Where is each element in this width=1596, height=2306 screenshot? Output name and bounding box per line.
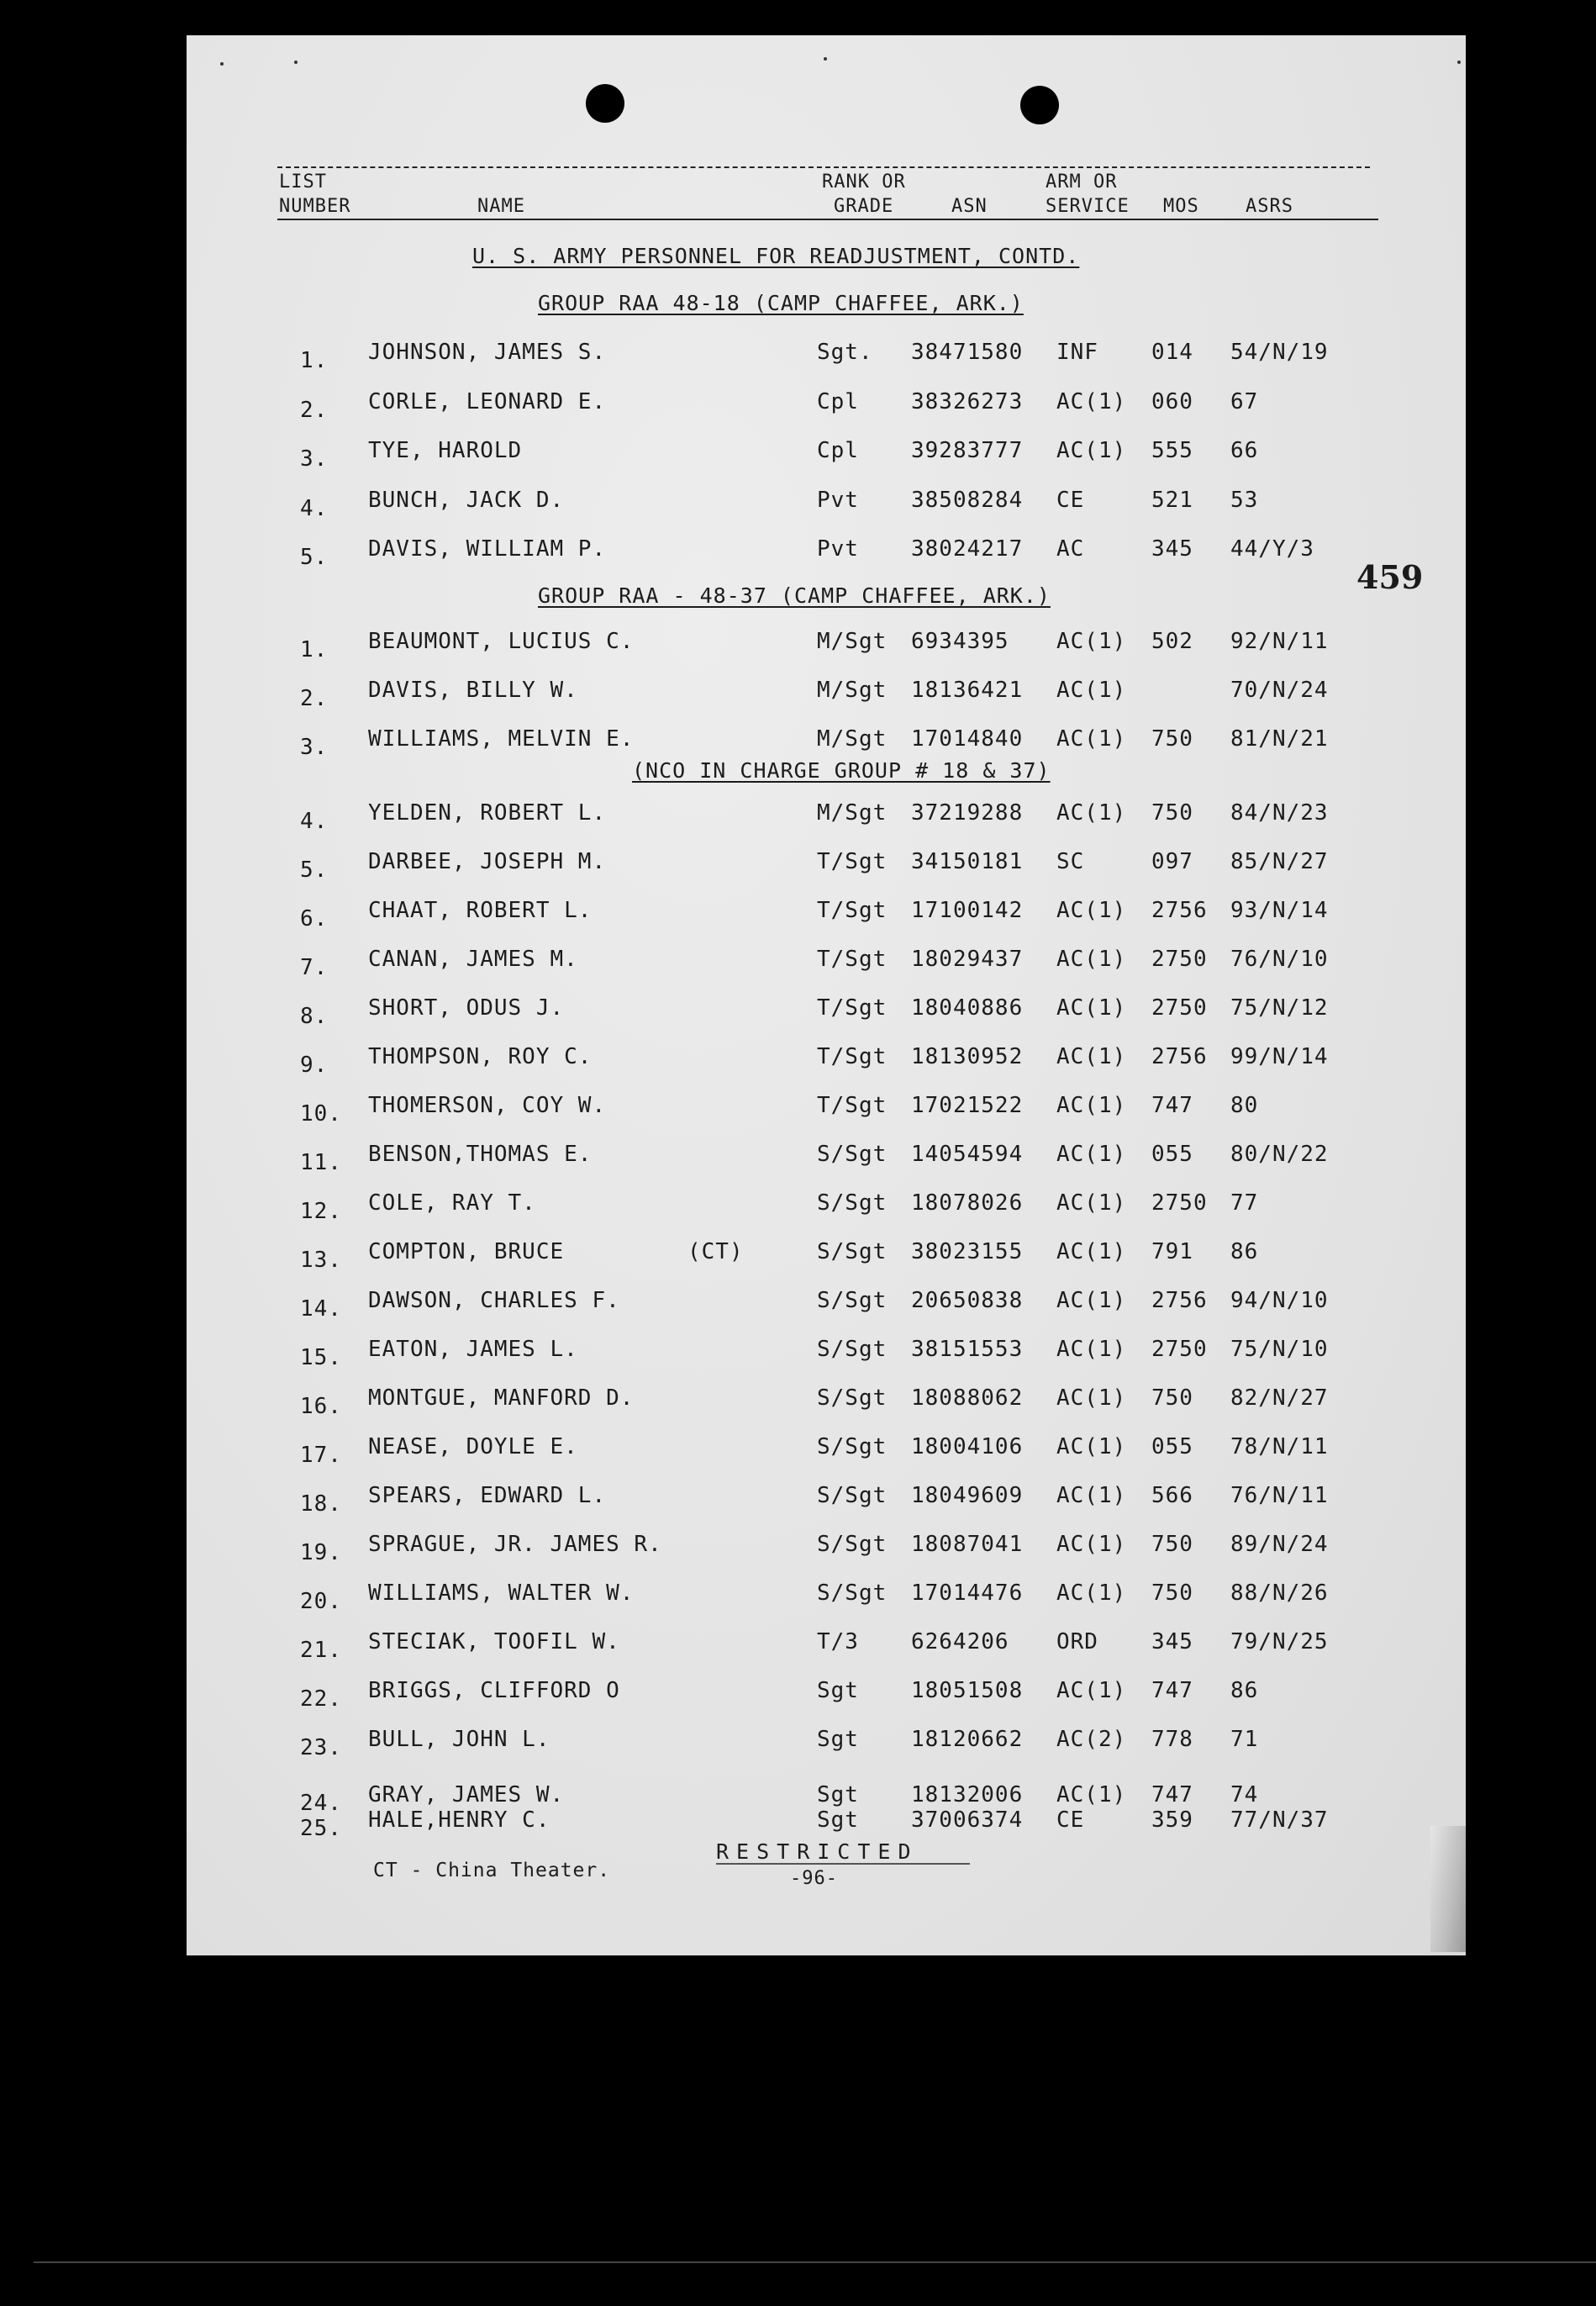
row-grade: S/Sgt bbox=[817, 1385, 888, 1411]
speck bbox=[824, 57, 827, 61]
row-arm: AC(1) bbox=[1056, 995, 1127, 1021]
row-no: 18. bbox=[300, 1491, 342, 1517]
row-name: DAWSON, CHARLES F. bbox=[368, 1288, 620, 1313]
scan-edge-line bbox=[34, 2261, 1596, 2263]
row-grade: S/Sgt bbox=[817, 1532, 888, 1557]
row-asrs: 86 bbox=[1230, 1678, 1259, 1703]
row-asrs: 76/N/11 bbox=[1230, 1483, 1329, 1508]
row-arm: AC(1) bbox=[1056, 1580, 1127, 1606]
row-asn: 18130952 bbox=[911, 1044, 1024, 1069]
header-list: LIST bbox=[279, 171, 327, 193]
row-asn: 17100142 bbox=[911, 898, 1024, 923]
row-grade: Cpl bbox=[817, 388, 859, 414]
row-grade: M/Sgt bbox=[817, 678, 888, 703]
row-mos: 345 bbox=[1151, 536, 1193, 562]
row-asn: 18132006 bbox=[911, 1782, 1024, 1807]
row-mos: 2750 bbox=[1151, 947, 1208, 972]
row-name: COMPTON, BRUCE bbox=[368, 1239, 565, 1264]
row-name: BENSON,THOMAS E. bbox=[368, 1142, 593, 1167]
row-mos: 750 bbox=[1151, 1532, 1193, 1557]
speck bbox=[1457, 61, 1461, 64]
row-no: 15. bbox=[300, 1345, 342, 1370]
row-mos: 791 bbox=[1151, 1239, 1193, 1264]
row-grade: S/Sgt bbox=[817, 1142, 888, 1167]
row-asn: 38151553 bbox=[911, 1337, 1024, 1362]
row-name: WILLIAMS, MELVIN E. bbox=[368, 726, 635, 752]
row-no: 12. bbox=[300, 1199, 342, 1224]
row-name: HALE,HENRY C. bbox=[368, 1807, 550, 1833]
row-asn: 38024217 bbox=[911, 536, 1024, 562]
header-arm: ARM OR bbox=[1046, 171, 1118, 193]
row-grade: M/Sgt bbox=[817, 629, 888, 654]
row-mos: 566 bbox=[1151, 1483, 1193, 1508]
row-asn: 17014476 bbox=[911, 1580, 1024, 1606]
row-grade: S/Sgt bbox=[817, 1434, 888, 1459]
row-name: COLE, RAY T. bbox=[368, 1190, 536, 1216]
row-name: DAVIS, BILLY W. bbox=[368, 678, 578, 703]
row-mos: 2750 bbox=[1151, 1190, 1208, 1216]
row-asrs: 99/N/14 bbox=[1230, 1044, 1329, 1069]
row-no: 7. bbox=[300, 955, 329, 980]
nco-note: (NCO IN CHARGE GROUP # 18 & 37) bbox=[632, 758, 1051, 783]
row-asrs: 81/N/21 bbox=[1230, 726, 1329, 752]
row-mos: 747 bbox=[1151, 1782, 1193, 1807]
row-grade: Sgt bbox=[817, 1727, 859, 1752]
row-mos: 2756 bbox=[1151, 1288, 1208, 1313]
row-asn: 18004106 bbox=[911, 1434, 1024, 1459]
row-grade: T/Sgt bbox=[817, 1044, 888, 1069]
row-asrs: 82/N/27 bbox=[1230, 1385, 1329, 1411]
row-mos: 2756 bbox=[1151, 898, 1208, 923]
row-arm: AC(1) bbox=[1056, 1093, 1127, 1118]
row-asrs: 71 bbox=[1230, 1727, 1259, 1752]
page-number: -96- bbox=[790, 1868, 838, 1889]
page-curl bbox=[1430, 1826, 1466, 1952]
row-no: 16. bbox=[300, 1394, 342, 1419]
speck bbox=[294, 61, 298, 64]
row-asn: 39283777 bbox=[911, 438, 1024, 463]
row-asn: 18040886 bbox=[911, 995, 1024, 1021]
row-arm: AC(1) bbox=[1056, 1483, 1127, 1508]
row-arm: AC(1) bbox=[1056, 1044, 1127, 1069]
row-no: 21. bbox=[300, 1638, 342, 1663]
row-no: 2. bbox=[300, 397, 329, 423]
row-asrs: 77/N/37 bbox=[1230, 1807, 1329, 1833]
row-name: BEAUMONT, LUCIUS C. bbox=[368, 629, 635, 654]
row-name: JOHNSON, JAMES S. bbox=[368, 340, 607, 365]
row-asrs: 79/N/25 bbox=[1230, 1629, 1329, 1654]
row-no: 11. bbox=[300, 1150, 342, 1175]
row-note: (CT) bbox=[687, 1239, 744, 1264]
row-asn: 38508284 bbox=[911, 487, 1024, 513]
row-arm: AC(1) bbox=[1056, 1337, 1127, 1362]
row-grade: S/Sgt bbox=[817, 1337, 888, 1362]
footnote: CT - China Theater. bbox=[373, 1860, 611, 1881]
row-asrs: 94/N/10 bbox=[1230, 1288, 1329, 1313]
row-asn: 6934395 bbox=[911, 629, 1009, 654]
row-asrs: 93/N/14 bbox=[1230, 898, 1329, 923]
row-asrs: 88/N/26 bbox=[1230, 1580, 1329, 1606]
row-mos: 097 bbox=[1151, 849, 1193, 874]
row-name: DAVIS, WILLIAM P. bbox=[368, 536, 607, 562]
row-no: 1. bbox=[300, 348, 329, 373]
page-stamp: 459 bbox=[1356, 558, 1424, 596]
row-arm: ORD bbox=[1056, 1629, 1098, 1654]
row-arm: AC(1) bbox=[1056, 1678, 1127, 1703]
row-arm: AC(1) bbox=[1056, 1239, 1127, 1264]
row-name: SPEARS, EDWARD L. bbox=[368, 1483, 607, 1508]
row-asrs: 53 bbox=[1230, 487, 1259, 513]
page-title: U. S. ARMY PERSONNEL FOR READJUSTMENT, CONTD. bbox=[472, 244, 1080, 268]
row-arm: CE bbox=[1056, 487, 1085, 513]
row-mos: 778 bbox=[1151, 1727, 1193, 1752]
row-no: 14. bbox=[300, 1296, 342, 1322]
row-no: 3. bbox=[300, 735, 329, 760]
row-asn: 18049609 bbox=[911, 1483, 1024, 1508]
row-asrs: 86 bbox=[1230, 1239, 1259, 1264]
row-grade: T/Sgt bbox=[817, 898, 888, 923]
row-grade: Sgt. bbox=[817, 340, 873, 365]
row-asrs: 78/N/11 bbox=[1230, 1434, 1329, 1459]
row-arm: AC(1) bbox=[1056, 726, 1127, 752]
row-asn: 38023155 bbox=[911, 1239, 1024, 1264]
row-name: CORLE, LEONARD E. bbox=[368, 388, 607, 414]
row-mos: 060 bbox=[1151, 388, 1193, 414]
row-grade: Cpl bbox=[817, 438, 859, 463]
row-asn: 14054594 bbox=[911, 1142, 1024, 1167]
row-asn: 20650838 bbox=[911, 1288, 1024, 1313]
row-asn: 18136421 bbox=[911, 678, 1024, 703]
row-name: THOMERSON, COY W. bbox=[368, 1093, 607, 1118]
row-mos: 750 bbox=[1151, 800, 1193, 826]
row-name: YELDEN, ROBERT L. bbox=[368, 800, 607, 826]
classification-marking: RESTRICTED bbox=[716, 1839, 919, 1864]
row-name: BRIGGS, CLIFFORD O bbox=[368, 1678, 620, 1703]
punch-hole bbox=[586, 84, 624, 123]
header-number: NUMBER bbox=[279, 196, 351, 217]
row-arm: AC(2) bbox=[1056, 1727, 1127, 1752]
row-asn: 37006374 bbox=[911, 1807, 1024, 1833]
row-grade: Sgt bbox=[817, 1782, 859, 1807]
row-name: CANAN, JAMES M. bbox=[368, 947, 578, 972]
row-asn: 18078026 bbox=[911, 1190, 1024, 1216]
row-mos: 747 bbox=[1151, 1678, 1193, 1703]
row-grade: S/Sgt bbox=[817, 1580, 888, 1606]
row-arm: AC(1) bbox=[1056, 1385, 1127, 1411]
row-no: 20. bbox=[300, 1589, 342, 1614]
row-asn: 34150181 bbox=[911, 849, 1024, 874]
row-arm: CE bbox=[1056, 1807, 1085, 1833]
row-arm: AC(1) bbox=[1056, 1434, 1127, 1459]
row-name: TYE, HAROLD bbox=[368, 438, 523, 463]
row-mos: 2750 bbox=[1151, 995, 1208, 1021]
row-arm: AC(1) bbox=[1056, 1532, 1127, 1557]
row-no: 6. bbox=[300, 906, 329, 931]
header-asn: ASN bbox=[951, 196, 988, 217]
row-name: BULL, JOHN L. bbox=[368, 1727, 550, 1752]
row-name: SHORT, ODUS J. bbox=[368, 995, 565, 1021]
row-asrs: 92/N/11 bbox=[1230, 629, 1329, 654]
row-no: 13. bbox=[300, 1248, 342, 1273]
row-grade: Sgt bbox=[817, 1678, 859, 1703]
document-page bbox=[187, 35, 1466, 1955]
punch-hole bbox=[1020, 86, 1059, 124]
row-grade: Sgt bbox=[817, 1807, 859, 1833]
row-arm: AC(1) bbox=[1056, 1782, 1127, 1807]
row-asrs: 44/Y/3 bbox=[1230, 536, 1314, 562]
group1-heading: GROUP RAA 48-18 (CAMP CHAFFEE, ARK.) bbox=[538, 291, 1024, 315]
row-name: SPRAGUE, JR. JAMES R. bbox=[368, 1532, 662, 1557]
row-asn: 18088062 bbox=[911, 1385, 1024, 1411]
row-grade: M/Sgt bbox=[817, 726, 888, 752]
row-no: 2. bbox=[300, 686, 329, 711]
speck bbox=[220, 62, 224, 66]
row-mos: 747 bbox=[1151, 1093, 1193, 1118]
row-arm: AC(1) bbox=[1056, 1142, 1127, 1167]
row-no: 4. bbox=[300, 809, 329, 834]
row-no: 10. bbox=[300, 1101, 342, 1127]
row-no: 19. bbox=[300, 1540, 342, 1565]
row-arm: AC(1) bbox=[1056, 898, 1127, 923]
row-name: DARBEE, JOSEPH M. bbox=[368, 849, 607, 874]
row-asrs: 67 bbox=[1230, 388, 1259, 414]
header-grade: GRADE bbox=[834, 196, 894, 217]
header-rank: RANK OR bbox=[822, 171, 906, 193]
header-rule-bottom bbox=[277, 219, 1378, 220]
row-asn: 18120662 bbox=[911, 1727, 1024, 1752]
row-asrs: 80 bbox=[1230, 1093, 1259, 1118]
header-asrs: ASRS bbox=[1246, 196, 1293, 217]
row-name: THOMPSON, ROY C. bbox=[368, 1044, 593, 1069]
row-arm: AC(1) bbox=[1056, 388, 1127, 414]
row-arm: INF bbox=[1056, 340, 1098, 365]
row-no: 25. bbox=[300, 1816, 342, 1841]
row-mos: 502 bbox=[1151, 629, 1193, 654]
header-service: SERVICE bbox=[1046, 196, 1130, 217]
row-arm: AC bbox=[1056, 536, 1085, 562]
row-grade: Pvt bbox=[817, 536, 859, 562]
row-no: 8. bbox=[300, 1004, 329, 1029]
header-mos: MOS bbox=[1163, 196, 1199, 217]
row-asn: 18029437 bbox=[911, 947, 1024, 972]
row-asrs: 66 bbox=[1230, 438, 1259, 463]
row-grade: T/Sgt bbox=[817, 995, 888, 1021]
row-asn: 17021522 bbox=[911, 1093, 1024, 1118]
row-mos: 750 bbox=[1151, 726, 1193, 752]
row-name: NEASE, DOYLE E. bbox=[368, 1434, 578, 1459]
row-name: GRAY, JAMES W. bbox=[368, 1782, 565, 1807]
row-asrs: 75/N/10 bbox=[1230, 1337, 1329, 1362]
row-asn: 37219288 bbox=[911, 800, 1024, 826]
row-asn: 18087041 bbox=[911, 1532, 1024, 1557]
group2-heading: GROUP RAA - 48-37 (CAMP CHAFFEE, ARK.) bbox=[538, 583, 1051, 608]
row-grade: T/Sgt bbox=[817, 1093, 888, 1118]
row-asrs: 74 bbox=[1230, 1782, 1259, 1807]
row-name: EATON, JAMES L. bbox=[368, 1337, 578, 1362]
row-mos: 055 bbox=[1151, 1142, 1193, 1167]
header-rule-top bbox=[277, 166, 1370, 168]
row-grade: T/Sgt bbox=[817, 947, 888, 972]
row-asn: 17014840 bbox=[911, 726, 1024, 752]
row-grade: S/Sgt bbox=[817, 1239, 888, 1264]
row-grade: S/Sgt bbox=[817, 1483, 888, 1508]
row-grade: T/3 bbox=[817, 1629, 859, 1654]
row-no: 3. bbox=[300, 446, 329, 472]
row-name: WILLIAMS, WALTER W. bbox=[368, 1580, 635, 1606]
row-arm: AC(1) bbox=[1056, 438, 1127, 463]
row-no: 9. bbox=[300, 1053, 329, 1078]
row-name: MONTGUE, MANFORD D. bbox=[368, 1385, 635, 1411]
row-no: 5. bbox=[300, 545, 329, 570]
row-name: CHAAT, ROBERT L. bbox=[368, 898, 593, 923]
row-mos: 750 bbox=[1151, 1580, 1193, 1606]
row-no: 22. bbox=[300, 1686, 342, 1712]
row-grade: T/Sgt bbox=[817, 849, 888, 874]
row-no: 1. bbox=[300, 637, 329, 662]
row-mos: 2756 bbox=[1151, 1044, 1208, 1069]
row-asrs: 77 bbox=[1230, 1190, 1259, 1216]
row-asrs: 80/N/22 bbox=[1230, 1142, 1329, 1167]
row-grade: S/Sgt bbox=[817, 1288, 888, 1313]
row-asrs: 70/N/24 bbox=[1230, 678, 1329, 703]
row-arm: AC(1) bbox=[1056, 800, 1127, 826]
row-asn: 38326273 bbox=[911, 388, 1024, 414]
row-arm: SC bbox=[1056, 849, 1085, 874]
row-arm: AC(1) bbox=[1056, 1190, 1127, 1216]
row-arm: AC(1) bbox=[1056, 629, 1127, 654]
row-asn: 6264206 bbox=[911, 1629, 1009, 1654]
row-arm: AC(1) bbox=[1056, 678, 1127, 703]
row-asrs: 76/N/10 bbox=[1230, 947, 1329, 972]
row-mos: 521 bbox=[1151, 487, 1193, 513]
row-asrs: 89/N/24 bbox=[1230, 1532, 1329, 1557]
row-asrs: 84/N/23 bbox=[1230, 800, 1329, 826]
row-grade: S/Sgt bbox=[817, 1190, 888, 1216]
row-arm: AC(1) bbox=[1056, 947, 1127, 972]
row-no: 23. bbox=[300, 1735, 342, 1760]
row-no: 24. bbox=[300, 1791, 342, 1816]
row-no: 4. bbox=[300, 495, 329, 521]
classification-underline bbox=[716, 1863, 970, 1865]
row-name: BUNCH, JACK D. bbox=[368, 487, 565, 513]
row-no: 17. bbox=[300, 1443, 342, 1468]
row-no: 5. bbox=[300, 857, 329, 883]
row-asrs: 85/N/27 bbox=[1230, 849, 1329, 874]
row-grade: M/Sgt bbox=[817, 800, 888, 826]
row-name: STECIAK, TOOFIL W. bbox=[368, 1629, 620, 1654]
row-mos: 2750 bbox=[1151, 1337, 1208, 1362]
row-mos: 555 bbox=[1151, 438, 1193, 463]
row-mos: 055 bbox=[1151, 1434, 1193, 1459]
header-name: NAME bbox=[477, 196, 525, 217]
row-mos: 750 bbox=[1151, 1385, 1193, 1411]
row-arm: AC(1) bbox=[1056, 1288, 1127, 1313]
row-mos: 359 bbox=[1151, 1807, 1193, 1833]
row-asrs: 75/N/12 bbox=[1230, 995, 1329, 1021]
row-asn: 18051508 bbox=[911, 1678, 1024, 1703]
row-mos: 014 bbox=[1151, 340, 1193, 365]
row-grade: Pvt bbox=[817, 487, 859, 513]
row-asrs: 54/N/19 bbox=[1230, 340, 1329, 365]
row-mos: 345 bbox=[1151, 1629, 1193, 1654]
row-asn: 38471580 bbox=[911, 340, 1024, 365]
